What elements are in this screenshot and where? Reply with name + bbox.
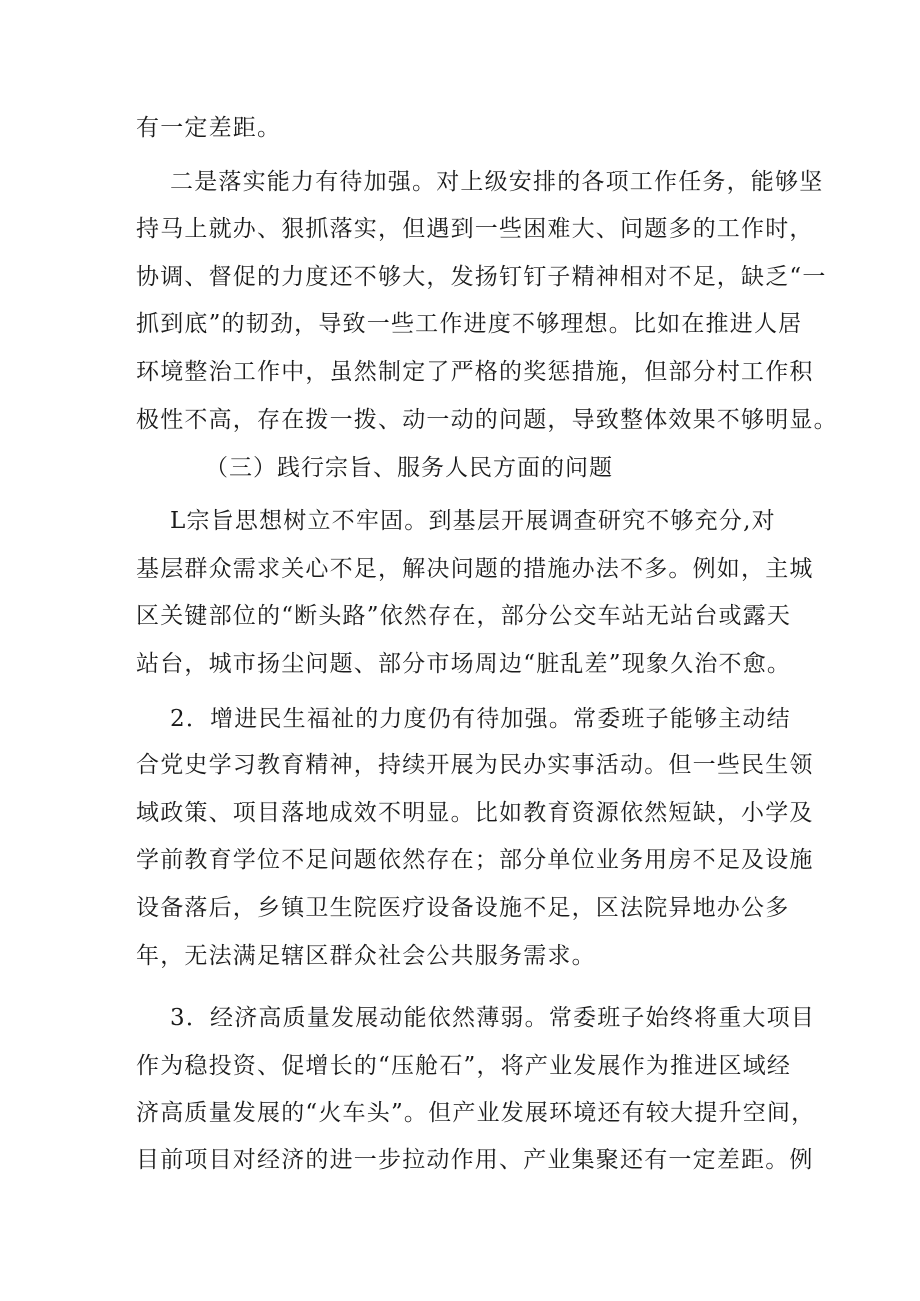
text-line-6: 环境整治工作中，虽然制定了严格的奖惩措施，但部分村工作积: [136, 359, 814, 385]
text-line-18: 年，无法满足辖区群众社会公共服务需求。: [136, 943, 596, 969]
text-line-10: 基层群众需求关心不足，解决问题的措施办法不多。例如，主城: [136, 556, 814, 582]
text-line-11: 区关键部位的“断头路”依然存在，部分公交车站无站台或露天: [136, 603, 792, 629]
text-line-16: 学前教育学位不足问题依然存在；部分单位业务用房不足及设施: [136, 847, 814, 873]
text-line-5: 抓到底”的韧劲，导致一些工作进度不够理想。比如在推进人居: [136, 311, 803, 337]
text-line-12: 站台，城市扬尘问题、部分市场周边“脏乱差”现象久治不愈。: [136, 651, 792, 677]
text-line-20: 作为稳投资、促增长的“压舱石”，将产业发展作为推进区域经: [136, 1053, 792, 1079]
text-line-15: 域政策、项目落地成效不明显。比如教育资源依然短缺，小学及: [136, 800, 814, 826]
section-heading: （三）践行宗旨、服务人民方面的问题: [205, 455, 613, 481]
text-line-17: 设备落后，乡镇卫生院医疗设备设施不足，区法院异地办公多: [136, 895, 790, 921]
text-line-21: 济高质量发展的“火车头”。但产业发展环境还有较大提升空间，: [136, 1100, 816, 1126]
text-line-13: 2．增进民生福祉的力度仍有待加强。常委班子能够主动结: [170, 706, 791, 732]
text-line-7: 极性不高，存在拨一拨、动一动的问题，导致整体效果不够明显。: [136, 407, 838, 433]
text-line-1: 有一定差距。: [136, 115, 282, 141]
text-line-4: 协调、督促的力度还不够大，发扬钉钉子精神相对不足，缺乏“一: [136, 264, 827, 290]
text-line-22: 目前项目对经济的进一步拉动作用、产业集聚还有一定差距。例: [136, 1147, 814, 1173]
text-line-19: 3．经济高质量发展动能依然薄弱。常委班子始终将重大项目: [170, 1005, 816, 1031]
text-line-9: L宗旨思想树立不牢固。到基层开展调查研究不够充分,对: [170, 508, 776, 534]
text-line-2: 二是落实能力有待加强。对上级安排的各项工作任务，能够坚: [170, 169, 824, 195]
text-line-3: 持马上就办、狠抓落实，但遇到一些困难大、问题多的工作时，: [136, 216, 814, 242]
text-line-14: 合党史学习教育精神，持续开展为民办实事活动。但一些民生领: [136, 752, 814, 778]
